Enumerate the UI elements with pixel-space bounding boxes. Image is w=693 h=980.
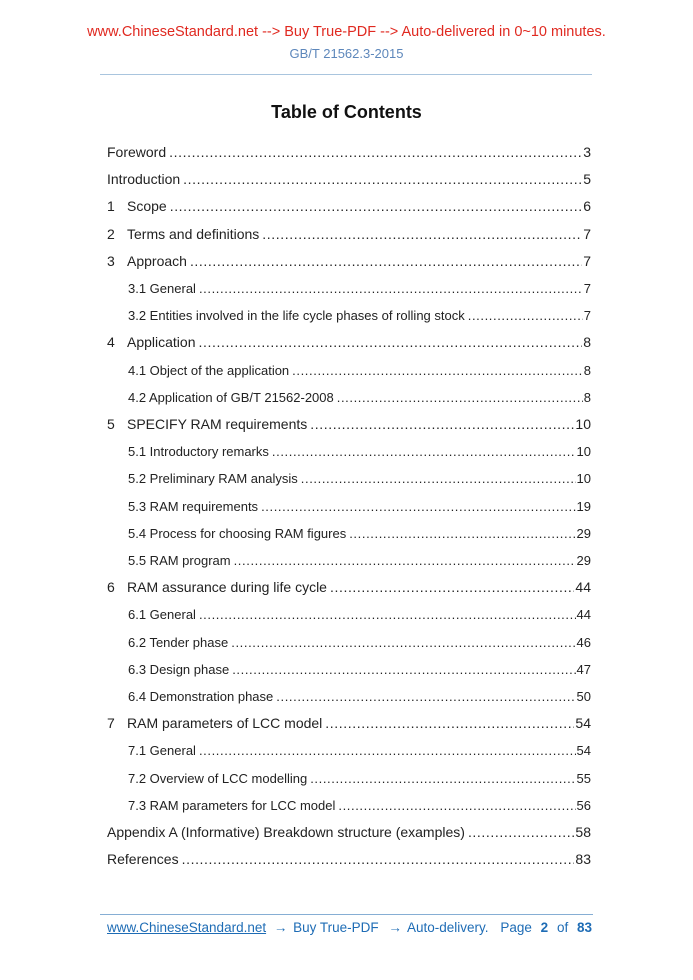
toc-entry-number: 1 (107, 198, 115, 215)
toc-entry-page: 8 (583, 334, 591, 351)
toc-entry-number: 4 (107, 334, 115, 351)
toc-list (107, 139, 591, 873)
toc-entry-number: 3 (107, 252, 115, 269)
toc-dot-leader (199, 275, 583, 302)
toc-entry-page: 6 (583, 198, 591, 215)
toc-entry-label: Introduction (107, 171, 181, 188)
page-current: 2 (540, 920, 549, 935)
toc-dot-leader (301, 465, 576, 492)
toc-entry-page: 29 (576, 525, 591, 541)
toc-entry-page: 47 (576, 661, 591, 677)
toc-entry-label: RAM parameters of LCC model (127, 715, 323, 732)
toc-entry (107, 710, 591, 737)
toc-entry-label: 3.1 General (128, 281, 196, 297)
toc-entry (107, 547, 591, 574)
page-total: 83 (576, 920, 592, 935)
toc-entry (107, 846, 591, 873)
toc-entry-label: 7.1 General (128, 743, 196, 759)
toc-entry-label: Scope (127, 198, 167, 215)
toc-entry (107, 193, 591, 220)
toc-entry (107, 357, 591, 384)
toc-entry-label: 7.3 RAM parameters for LCC model (128, 797, 336, 813)
toc-dot-leader (231, 629, 575, 656)
toc-entry-page: 50 (576, 689, 591, 705)
toc-entry-label: 5.5 RAM program (128, 553, 231, 569)
toc-entry-page: 10 (575, 416, 591, 433)
toc-entry (107, 438, 591, 465)
toc-dot-leader (276, 683, 575, 710)
toc-entry-label: SPECIFY RAM requirements (127, 416, 308, 433)
toc-entry-label: 6.1 General (128, 607, 196, 623)
toc-entry-page: 7 (583, 308, 591, 324)
toc-dot-leader (292, 357, 583, 384)
toc-entry-page: 54 (575, 715, 591, 732)
page-title: Table of Contents (271, 102, 422, 122)
toc-entry (107, 656, 591, 683)
toc-entry (107, 574, 591, 601)
toc-entry-page: 44 (575, 579, 591, 596)
toc-entry (107, 384, 591, 411)
toc-dot-leader (325, 710, 574, 737)
toc-entry-label: 5.1 Introductory remarks (128, 444, 269, 460)
toc-entry (107, 411, 591, 438)
header-divider (100, 74, 592, 75)
toc-entry-label: Approach (127, 252, 187, 269)
toc-entry-page: 83 (575, 851, 591, 868)
toc-entry (107, 601, 591, 628)
toc-entry (107, 765, 591, 792)
toc-entry-page: 7 (583, 225, 591, 242)
toc-entry-page: 5 (583, 171, 591, 188)
toc-dot-leader (272, 438, 576, 465)
toc-entry-label: RAM assurance during life cycle (127, 579, 327, 596)
toc-entry-label: Application (127, 334, 196, 351)
toc-entry-page: 46 (576, 634, 591, 650)
toc-dot-leader (199, 737, 576, 764)
footer-buy-label: Buy True-PDF (293, 920, 379, 935)
toc-entry (107, 520, 591, 547)
footer-divider (100, 914, 593, 915)
toc-entry (107, 737, 591, 764)
toc-dot-leader (199, 601, 576, 628)
toc-dot-leader (338, 792, 575, 819)
standard-code: GB/T 21562.3-2015 (289, 46, 404, 61)
toc-entry-number: 2 (107, 225, 115, 242)
toc-entry (107, 683, 591, 710)
toc-entry (107, 465, 591, 492)
toc-entry-label: 5.3 RAM requirements (128, 498, 259, 514)
toc-entry-label: Terms and definitions (127, 225, 260, 242)
footer-site-link[interactable]: www.ChineseStandard.net (107, 920, 267, 935)
toc-dot-leader (330, 574, 574, 601)
toc-entry-page: 56 (576, 797, 591, 813)
promo-banner: www.ChineseStandard.net --> Buy True-PDF --> Auto-delivered in 0~10 minutes. (87, 24, 606, 40)
toc-dot-leader (190, 248, 582, 275)
toc-entry-page: 58 (575, 824, 591, 841)
toc-entry-page: 54 (576, 743, 591, 759)
page-of-label: of (556, 920, 569, 935)
toc-dot-leader (262, 221, 582, 248)
toc-entry-label: 4.1 Object of the application (128, 362, 290, 378)
toc-entry (107, 792, 591, 819)
toc-dot-leader (337, 384, 583, 411)
toc-entry (107, 275, 591, 302)
toc-entry-number: 6 (107, 579, 115, 596)
toc-entry (107, 329, 591, 356)
page-indicator (495, 920, 592, 936)
toc-entry-label: 6.2 Tender phase (128, 634, 229, 650)
toc-dot-leader (310, 765, 575, 792)
toc-entry-page: 19 (576, 498, 591, 514)
arrow-right-icon: → (388, 920, 402, 935)
toc-entry (107, 166, 591, 193)
page-label: Page (500, 920, 532, 935)
toc-entry (107, 248, 591, 275)
toc-entry (107, 819, 591, 846)
toc-entry-page: 8 (583, 389, 591, 405)
toc-entry-page: 10 (576, 444, 591, 460)
toc-dot-leader (310, 411, 574, 438)
toc-entry (107, 629, 591, 656)
toc-entry-page: 8 (583, 362, 591, 378)
page-footer (107, 920, 592, 936)
footer-left (107, 920, 490, 936)
toc-entry-label: 5.2 Preliminary RAM analysis (128, 471, 298, 487)
toc-dot-leader (349, 520, 575, 547)
toc-entry-page: 55 (576, 770, 591, 786)
arrow-right-icon: → (273, 920, 288, 935)
toc-dot-leader (468, 302, 583, 329)
toc-entry (107, 221, 591, 248)
toc-entry-page: 29 (576, 553, 591, 569)
toc-entry-number: 5 (107, 416, 115, 433)
toc-entry-page: 44 (576, 607, 591, 623)
toc-entry-label: Appendix A (Informative) Breakdown structure (examples) (107, 824, 465, 841)
toc-entry-page: 10 (576, 471, 591, 487)
toc-dot-leader (169, 139, 582, 166)
toc-dot-leader (261, 493, 575, 520)
toc-entry-label: 4.2 Application of GB/T 21562-2008 (128, 389, 334, 405)
toc-dot-leader (232, 656, 575, 683)
toc-dot-leader (183, 166, 582, 193)
toc-entry (107, 493, 591, 520)
toc-entry-label: 6.3 Design phase (128, 661, 230, 677)
toc-dot-leader (234, 547, 576, 574)
toc-entry (107, 139, 591, 166)
toc-dot-leader (468, 819, 574, 846)
toc-entry-label: Foreword (107, 144, 167, 160)
toc-entry-label: 7.2 Overview of LCC modelling (128, 770, 308, 786)
toc-entry-label: References (107, 851, 179, 868)
toc-entry (107, 302, 591, 329)
toc-entry-label: 3.2 Entities involved in the life cycle phases of rolling stock (128, 308, 465, 324)
toc-entry-page: 7 (583, 252, 591, 269)
toc-dot-leader (199, 329, 583, 356)
toc-entry-page: 3 (583, 144, 591, 160)
footer-delivery-label: Auto-delivery. (406, 920, 489, 935)
toc-entry-page: 7 (583, 281, 591, 297)
toc-entry-label: 5.4 Process for choosing RAM figures (128, 525, 347, 541)
toc-dot-leader (182, 846, 575, 873)
toc-dot-leader (170, 193, 583, 220)
toc-entry-label: 6.4 Demonstration phase (128, 689, 274, 705)
toc-entry-number: 7 (107, 715, 115, 732)
